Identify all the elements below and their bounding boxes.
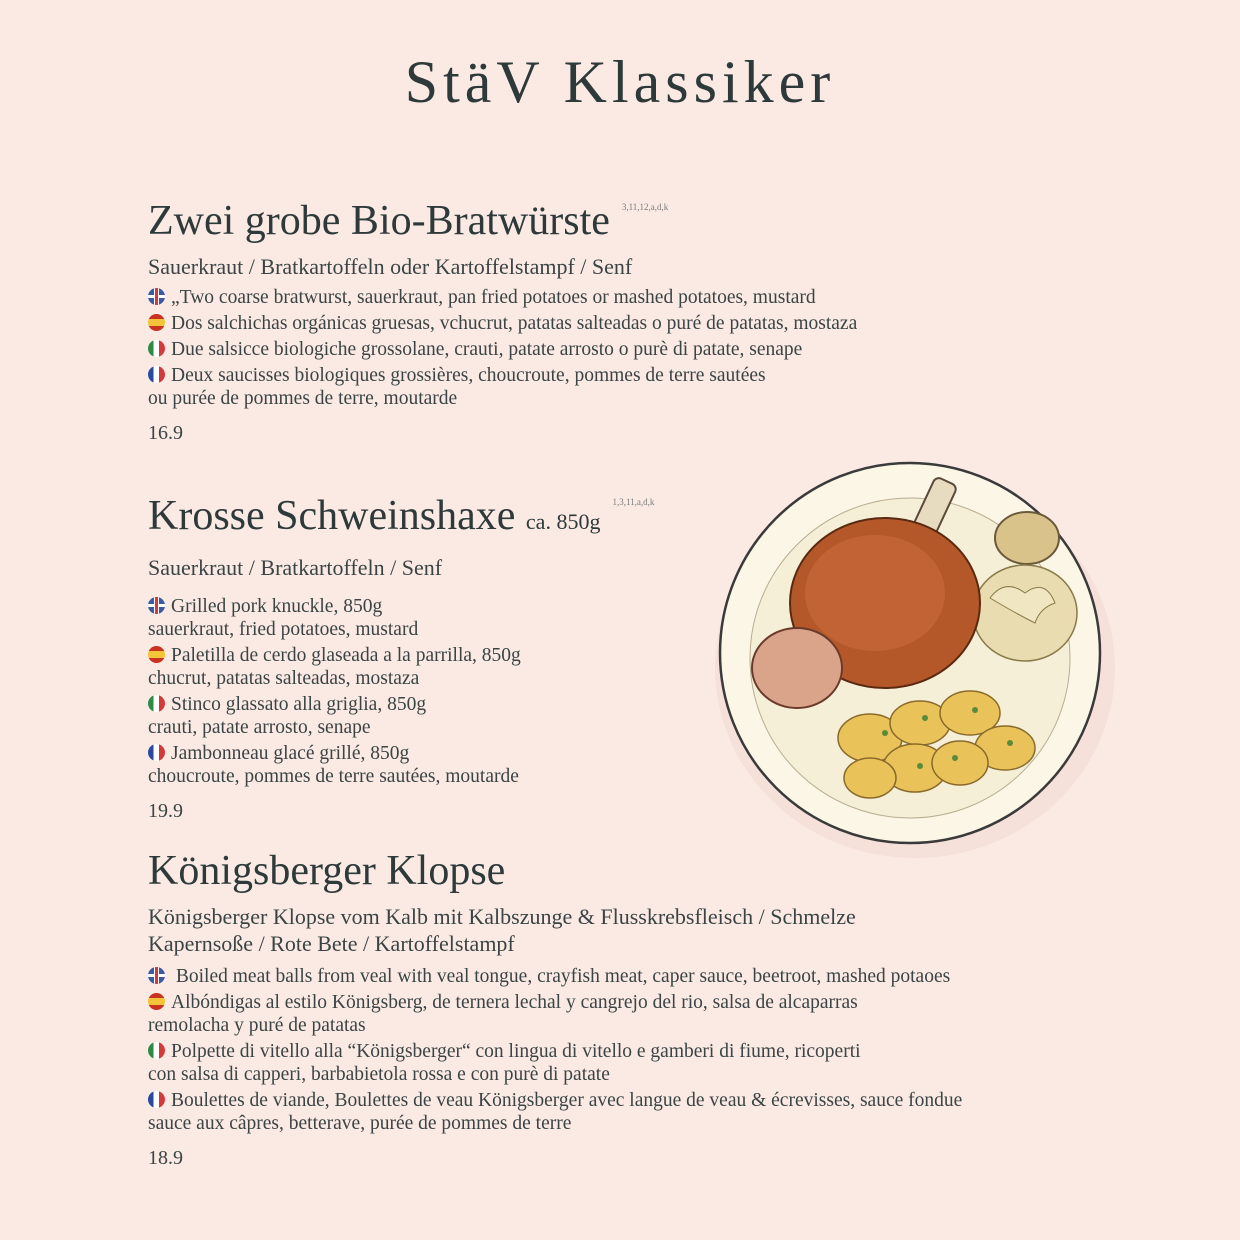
- translation-text-cont: sauerkraut, fried potatoes, mustard: [148, 619, 419, 640]
- translation-it: [148, 1040, 1148, 1086]
- dish-schweinshaxe: [148, 478, 708, 823]
- italy-flag-icon: [148, 695, 165, 712]
- allergen-codes: 3,11,12,a,d,k: [621, 202, 669, 212]
- france-flag-icon: [148, 1091, 165, 1108]
- translation-text: Boulettes de viande, Boulettes de veau Königsberger avec langue de veau & écrevisses, sauce fondue: [171, 1090, 963, 1111]
- spain-flag-icon: [148, 314, 165, 331]
- uk-flag-icon: [148, 967, 165, 984]
- dish-name-text: Zwei grobe Bio-Bratwürste: [148, 198, 610, 244]
- dish-bratwurst: [148, 183, 1108, 445]
- translation-text-cont: chucrut, patatas salteadas, mostaza: [148, 668, 420, 689]
- dish-size: ca. 850g: [525, 509, 601, 534]
- translation-uk: [148, 965, 1148, 988]
- page-title: StäV Klassiker: [404, 49, 836, 115]
- dish-price: 16.9: [148, 422, 183, 444]
- pork-knuckle-illustration: [705, 448, 1125, 868]
- translation-text-cont: con salsa di capperi, barbabietola rossa e con purè di patate: [148, 1064, 610, 1085]
- italy-flag-icon: [148, 1042, 165, 1059]
- translation-fr: [148, 364, 1108, 410]
- dish-price: 18.9: [148, 1147, 183, 1169]
- dish-name: Königsberger Klopse: [148, 848, 506, 894]
- dish-koenigsberger-klopse: [148, 847, 1148, 1170]
- translation-text: Polpette di vitello alla “Königsberger“ con lingua di vitello e gamberi di fiume, ricoperti: [171, 1041, 861, 1062]
- italy-flag-icon: [148, 340, 165, 357]
- dish-name-text: Krosse Schweinshaxe: [148, 493, 516, 539]
- translation-text: Dos salchichas orgánicas gruesas, vchucrut, patatas salteadas o puré de patatas, mostaza: [171, 313, 858, 334]
- translation-fr: [148, 742, 708, 788]
- translation-text: Albóndigas al estilo Königsberg, de ternera lechal y cangrejo del rio, salsa de alcaparras: [171, 992, 858, 1013]
- dish-subtitle: [148, 903, 1148, 957]
- translation-es: [148, 991, 1148, 1037]
- plate-icon: [705, 448, 1125, 868]
- translation-text-cont: choucroute, pommes de terre sautées, moutarde: [148, 766, 519, 787]
- translation-text-cont: ou purée de pommes de terre, moutarde: [148, 388, 458, 409]
- translation-fr: [148, 1089, 1148, 1135]
- translation-text: Deux saucisses biologiques grossières, choucroute, pommes de terre sautées: [171, 365, 766, 386]
- translation-uk: [148, 595, 708, 641]
- subtitle-text: Königsberger Klopse vom Kalb mit Kalbszunge & Flusskrebsfleisch / Schmelze: [148, 904, 856, 929]
- translation-it: [148, 693, 708, 739]
- dish-price: 19.9: [148, 800, 183, 822]
- translation-text-cont: crauti, patate arrosto, senape: [148, 717, 371, 738]
- spain-flag-icon: [148, 993, 165, 1010]
- translation-it: [148, 338, 1108, 361]
- dish-name: [148, 478, 708, 546]
- dish-subtitle: Sauerkraut / Bratkartoffeln oder Kartoffelstampf / Senf: [148, 254, 633, 279]
- translation-text: Boiled meat balls from veal with veal tongue, crayfish meat, caper sauce, beetroot, mashed potaoes: [171, 966, 951, 987]
- subtitle-text-cont: Kapernsoße / Rote Bete / Kartoffelstampf: [148, 931, 515, 956]
- translation-uk: [148, 286, 1108, 309]
- france-flag-icon: [148, 744, 165, 761]
- translation-text-cont: sauce aux câpres, betterave, purée de pommes de terre: [148, 1113, 572, 1134]
- allergen-codes: 1,3,11,a,d,k: [612, 497, 655, 507]
- france-flag-icon: [148, 366, 165, 383]
- spain-flag-icon: [148, 646, 165, 663]
- translation-text: Stinco glassato alla griglia, 850g: [171, 694, 427, 715]
- translation-text: Jambonneau glacé grillé, 850g: [171, 743, 410, 764]
- dish-subtitle: Sauerkraut / Bratkartoffeln / Senf: [148, 555, 443, 580]
- translation-text: „Two coarse bratwurst, sauerkraut, pan fried potatoes or mashed potatoes, mustard: [171, 287, 816, 308]
- translation-text: Grilled pork knuckle, 850g: [171, 596, 383, 617]
- uk-flag-icon: [148, 288, 165, 305]
- translation-text: Paletilla de cerdo glaseada a la parrilla, 850g: [171, 645, 521, 666]
- translation-es: [148, 312, 1108, 335]
- uk-flag-icon: [148, 597, 165, 614]
- dish-name: [148, 183, 1108, 245]
- translation-es: [148, 644, 708, 690]
- translation-text: Due salsicce biologiche grossolane, crauti, patate arrosto o purè di patate, senape: [171, 339, 803, 360]
- translation-text-cont: remolacha y puré de patatas: [148, 1015, 366, 1036]
